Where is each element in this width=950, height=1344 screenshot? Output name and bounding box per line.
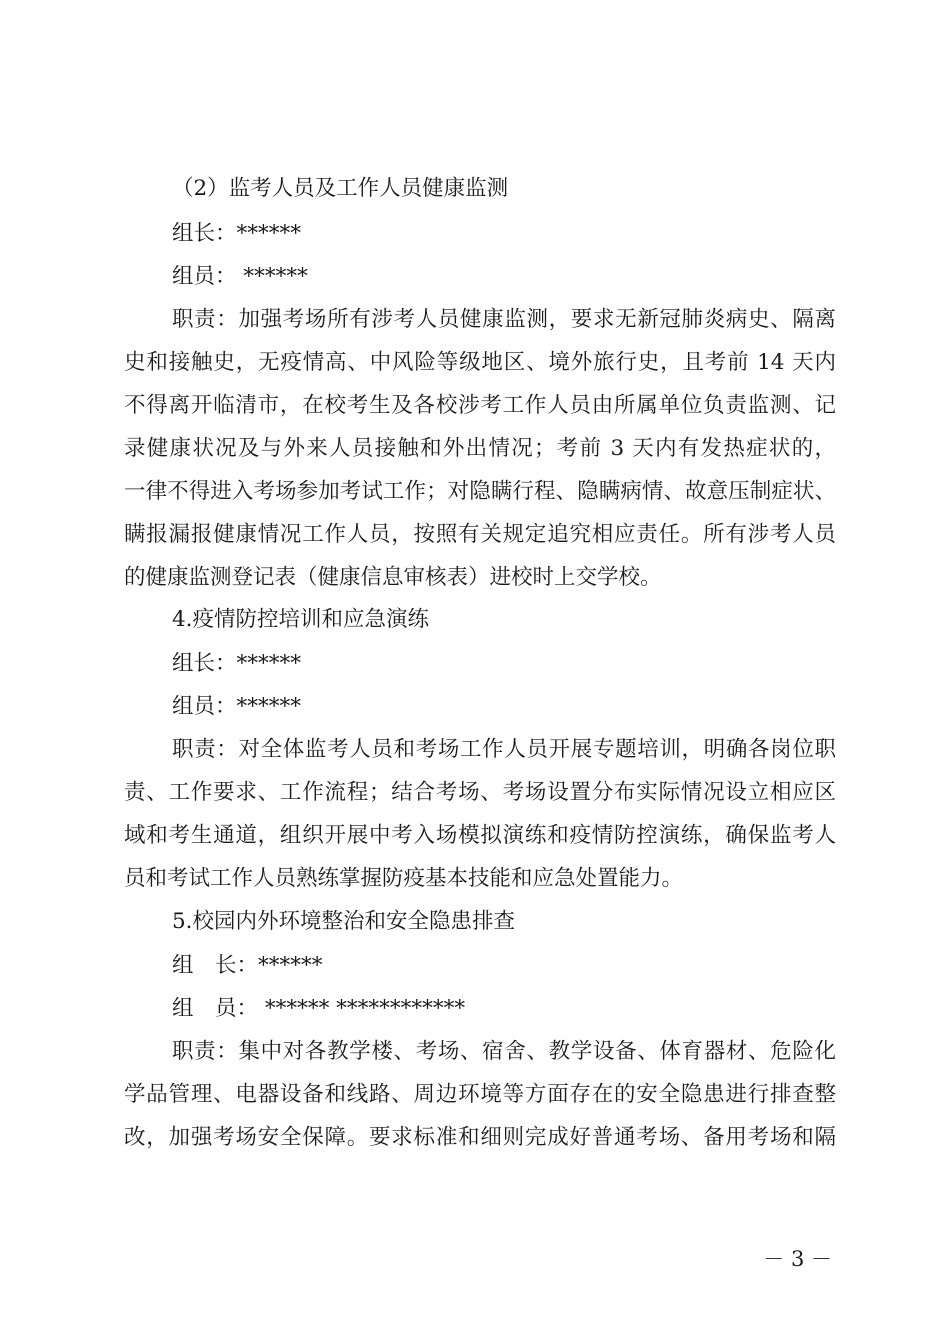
- duty-line: 的健康监测登记表（健康信息审核表）进校时上交学校。: [124, 565, 662, 590]
- group-members-line: 组员：******: [172, 694, 302, 719]
- section-heading-health-monitoring: （2）监考人员及工作人员健康监测: [172, 176, 509, 201]
- group-leader-line: 组长：******: [172, 651, 302, 676]
- duty-line: 职责：加强考场所有涉考人员健康监测，要求无新冠肺炎病史、隔离: [172, 307, 836, 332]
- section-heading-safety: 5.校园内外环境整治和安全隐患排查: [172, 909, 516, 934]
- duty-line: 史和接触史，无疫情高、中风险等级地区、境外旅行史，且考前 14 天内: [124, 350, 836, 375]
- page-number: － 3 －: [763, 1247, 832, 1271]
- section-heading-training: 4.疫情防控培训和应急演练: [172, 607, 430, 632]
- duty-line: 职责：集中对各教学楼、考场、宿舍、教学设备、体育器材、危险化: [172, 1039, 836, 1064]
- duty-line: 职责：对全体监考人员和考场工作人员开展专题培训，明确各岗位职: [172, 737, 836, 762]
- duty-line: 一律不得进入考场参加考试工作；对隐瞒行程、隐瞒病情、故意压制症状、: [124, 479, 836, 504]
- group-members-line: 组 员： ****** ************: [172, 996, 466, 1021]
- duty-line: 改，加强考场安全保障。要求标准和细则完成好普通考场、备用考场和隔: [124, 1125, 836, 1150]
- group-leader-line: 组长：******: [172, 221, 302, 246]
- duty-line: 员和考试工作人员熟练掌握防疫基本技能和应急处置能力。: [124, 866, 684, 891]
- duty-line: 学品管理、电器设备和线路、周边环境等方面存在的安全隐患进行排查整: [124, 1082, 836, 1107]
- duty-line: 瞒报漏报健康情况工作人员，按照有关规定追究相应责任。所有涉考人员: [124, 522, 836, 547]
- duty-line: 责、工作要求、工作流程；结合考场、考场设置分布实际情况设立相应区: [124, 780, 836, 805]
- duty-line: 录健康状况及与外来人员接触和外出情况；考前 3 天内有发热症状的，: [124, 436, 836, 461]
- duty-line: 域和考生通道，组织开展中考入场模拟演练和疫情防控演练，确保监考人: [124, 823, 836, 848]
- group-leader-line: 组 长：******: [172, 953, 323, 978]
- group-members-line: 组员： ******: [172, 264, 308, 289]
- duty-line: 不得离开临清市，在校考生及各校涉考工作人员由所属单位负责监测、记: [124, 393, 836, 418]
